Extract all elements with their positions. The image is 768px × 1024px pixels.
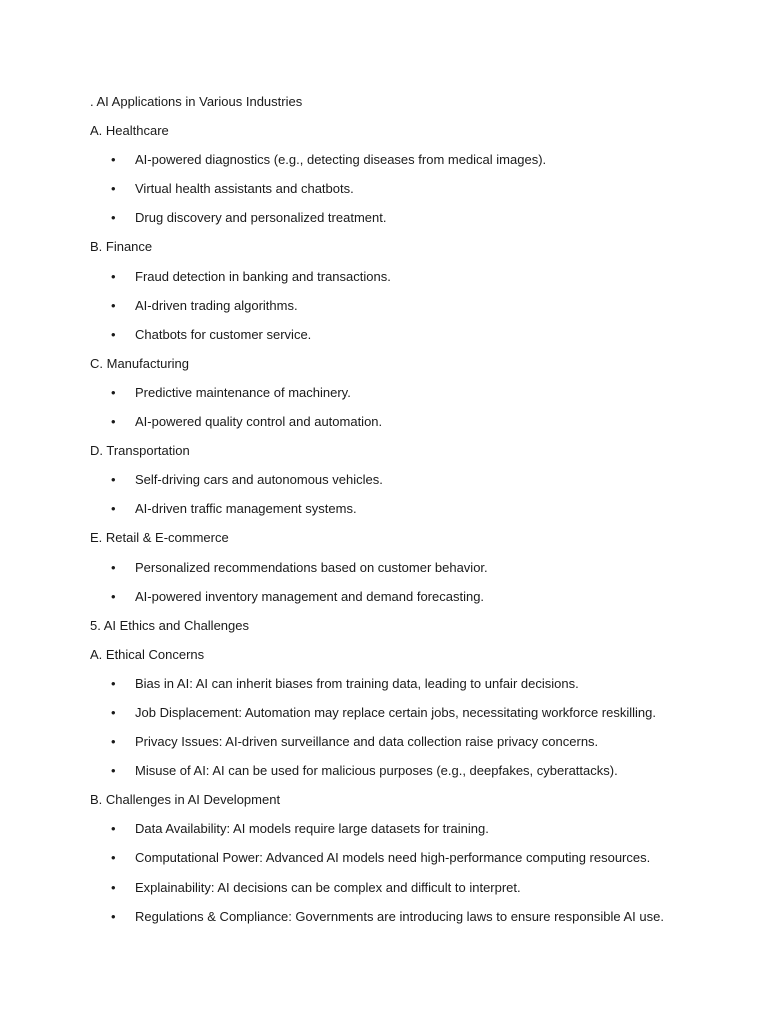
list-item	[90, 413, 730, 442]
list-item-text: AI-powered inventory management and demand forecasting.	[135, 588, 485, 604]
list-item-text: Self-driving cars and autonomous vehicles.	[135, 472, 383, 488]
section-heading: A. Healthcare	[90, 123, 169, 139]
list-item	[90, 879, 730, 908]
section-heading: E. Retail & E-commerce	[90, 530, 229, 546]
bullet-icon: •	[111, 588, 116, 604]
bullet-icon: •	[111, 908, 116, 924]
list-item-text: AI-powered quality control and automation.	[135, 414, 383, 430]
list-item	[90, 209, 730, 238]
section-heading: A. Ethical Concerns	[90, 646, 205, 662]
list-item	[90, 908, 730, 937]
list-item-text: Data Availability: AI models require large datasets for training.	[135, 821, 489, 837]
bullet-icon: •	[111, 675, 116, 691]
list-item-text: AI-powered diagnostics (e.g., detecting diseases from medical images).	[135, 152, 547, 168]
bullet-icon: •	[111, 414, 116, 430]
list-item	[90, 820, 730, 849]
list-item-text: Bias in AI: AI can inherit biases from training data, leading to unfair decisions.	[135, 675, 579, 691]
list-item	[90, 559, 730, 588]
list-item	[90, 326, 730, 355]
list-item-text: Job Displacement: Automation may replace certain jobs, necessitating workforce reskilling.	[135, 704, 656, 720]
list-item-text: Explainability: AI decisions can be complex and difficult to interpret.	[135, 879, 521, 895]
list-item	[90, 733, 730, 762]
bullet-icon: •	[111, 384, 116, 400]
bullet-icon: •	[111, 704, 116, 720]
list-item	[90, 588, 730, 617]
list-item	[90, 151, 730, 180]
bullet-icon: •	[111, 268, 116, 284]
list-item-text: Personalized recommendations based on customer behavior.	[135, 559, 488, 575]
section-heading: B. Finance	[90, 239, 153, 255]
bullet-icon: •	[111, 501, 116, 517]
bullet-icon: •	[111, 181, 116, 197]
bullet-icon: •	[111, 559, 116, 575]
list-item	[90, 704, 730, 733]
section-heading: B. Challenges in AI Development	[90, 792, 281, 808]
list-item	[90, 500, 730, 529]
bullet-icon: •	[111, 879, 116, 895]
list-item	[90, 180, 730, 209]
list-item	[90, 675, 730, 704]
document-body	[90, 93, 730, 937]
bullet-icon: •	[111, 297, 116, 313]
bullet-icon: •	[111, 821, 116, 837]
list-item-text: Predictive maintenance of machinery.	[135, 384, 351, 400]
section-heading: D. Transportation	[90, 443, 190, 459]
list-item-text: AI-driven trading algorithms.	[135, 297, 298, 313]
list-item-text: Fraud detection in banking and transactions.	[135, 268, 391, 284]
list-item-text: Computational Power: Advanced AI models need high-performance computing resources.	[135, 850, 651, 866]
list-item-text: Virtual health assistants and chatbots.	[135, 181, 354, 197]
bullet-icon: •	[111, 850, 116, 866]
list-item-text: Drug discovery and personalized treatment.	[135, 210, 387, 226]
list-item	[90, 384, 730, 413]
list-item-text: Regulations & Compliance: Governments are introducing laws to ensure responsible AI use.	[135, 908, 664, 924]
bullet-icon: •	[111, 763, 116, 779]
list-item	[90, 849, 730, 878]
list-item	[90, 297, 730, 326]
list-item-text: Privacy Issues: AI-driven surveillance and data collection raise privacy concerns.	[135, 734, 599, 750]
list-item	[90, 471, 730, 500]
list-item-text: AI-driven traffic management systems.	[135, 501, 357, 517]
section-heading: C. Manufacturing	[90, 355, 189, 371]
bullet-icon: •	[111, 210, 116, 226]
section-heading: 5. AI Ethics and Challenges	[90, 617, 249, 633]
bullet-icon: •	[111, 472, 116, 488]
list-item-text: Misuse of AI: AI can be used for malicious purposes (e.g., deepfakes, cyberattacks).	[135, 763, 618, 779]
bullet-icon: •	[111, 326, 116, 342]
bullet-icon: •	[111, 734, 116, 750]
section-heading: . AI Applications in Various Industries	[90, 94, 303, 109]
list-item	[90, 268, 730, 297]
list-item-text: Chatbots for customer service.	[135, 326, 312, 342]
bullet-icon: •	[111, 152, 116, 168]
list-item	[90, 762, 730, 791]
